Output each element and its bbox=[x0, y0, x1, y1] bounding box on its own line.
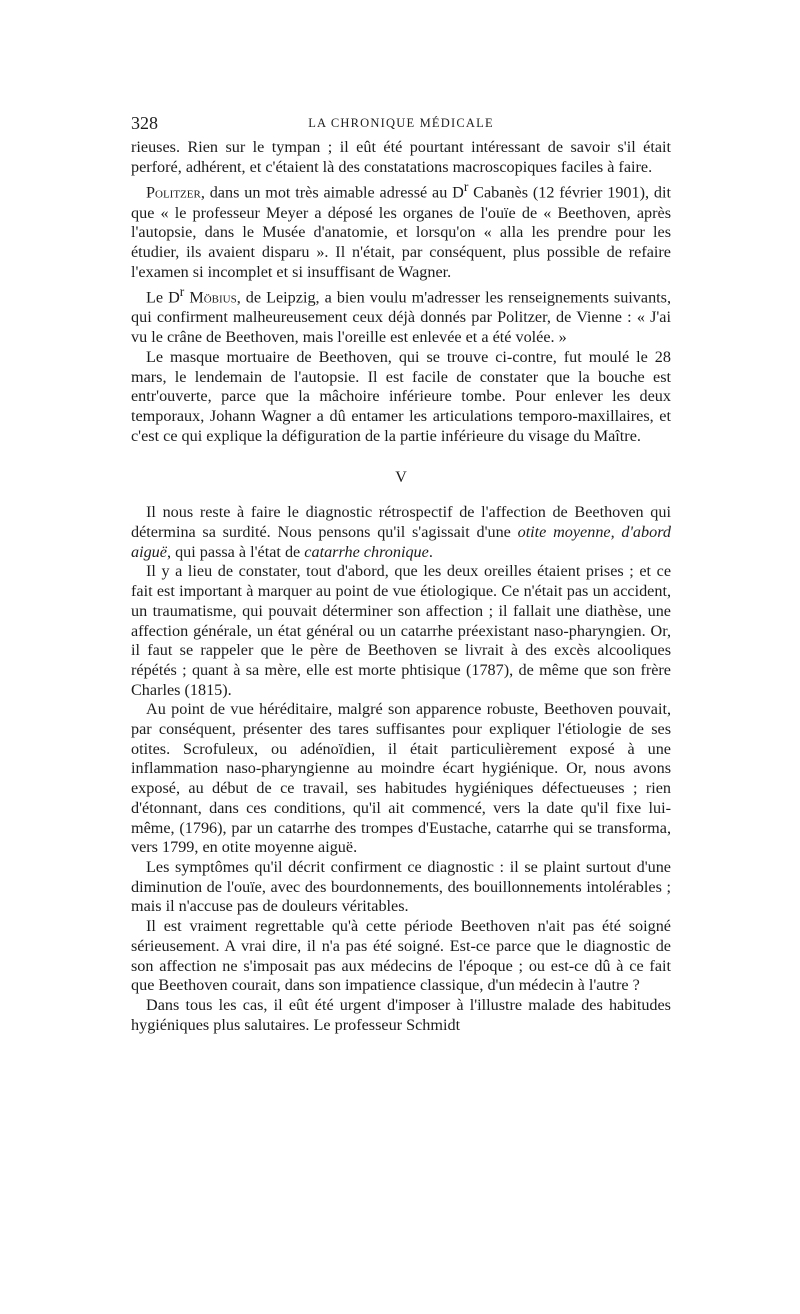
paragraph-politzer: Politzer, dans un mot très aimable adressé au $D^r$ Cabanès (12 février 1901), dit que « le professeur Meyer a déposé les organes de l'ouïe de « Beethoven, après l'autopsie, dans le Musée d'anatomie, et lorsqu'on « alla les prendre pour les étudier, ils avaient disparu ». Il n'était, par conséquent, plus possible de refaire l'examen si incomplet et si insuffisant de Wagner. bbox=[131, 179, 671, 281]
section-heading-v: V bbox=[395, 469, 407, 487]
body-text bbox=[131, 138, 671, 1035]
paragraph-mobius: Le $D^r$ Möbius, de Leipzig, a bien voulu m'adresser les renseignements suivants, qui confirment malheureusement ceux déjà donnés par Politzer, de Vienne : « J'ai vu le crâne de Beethoven, mais l'oreille est enlevée et a été volée. » bbox=[131, 284, 672, 347]
paragraph-symptoms: Les symptômes qu'il décrit confirment ce diagnostic : il se plaint surtout d'une diminution de l'ouïe, avec des bourdonnements, des bouillonnements intolérables ; mais il n'accuse pas de douleurs véritables. bbox=[131, 857, 671, 916]
paragraph-etiology: Il y a lieu de constater, tout d'abord, que les deux oreilles étaient prises ; et ce fait est important à marquer au point de vue étiologique. Ce n'était pas un accident, un traumatisme, qui pouvait déterminer son affection ; il fallait une diathèse, une affection générale, un état général ou un catarrhe préexistant naso-pharyngien. Or, il faut se rappeler que le père de Beethoven se livrait à des excès alcooliques répétés ; quant à sa mère, elle est morte phtisique (1787), de même que son frère Charles (1815). bbox=[131, 562, 671, 699]
paragraph-diagnostic: Il nous reste à faire le diagnostic rétrospectif de l'affection de Beethoven qui détermina sa surdité. Nous pensons qu'il s'agissait d'une otite moyenne, d'abord aiguë, qui passa à l'état de catarrhe chronique. bbox=[131, 503, 671, 561]
italic-term: otite moyenne, d'abord aiguë bbox=[131, 523, 671, 561]
paragraph-hygiene: Dans tous les cas, il eût été urgent d'imposer à l'illustre malade des habitudes hygiéniques plus salutaires. Le professeur Schmidt bbox=[131, 995, 671, 1034]
paragraph-continuation: rieuses. Rien sur le tympan ; il eût été pourtant intéressant de savoir s'il était perforé, adhérent, et c'étaient là des constatations macroscopiques faciles à faire. bbox=[131, 138, 671, 176]
paragraph-death-mask: Le masque mortuaire de Beethoven, qui se trouve ci-contre, fut moulé le 28 mars, le lendemain de l'autopsie. Il est facile de constater que la bouche est entr'ouverte, parce que la mâchoire inférieure tombe. Pour enlever les deux temporaux, Johann Wagner a dû entamer les articulations temporo-maxillaires, et c'est ce qui explique la défiguration de la partie inférieure du visage du Maître. bbox=[131, 347, 671, 445]
book-page bbox=[131, 112, 671, 1035]
paragraph-heredity: Au point de vue héréditaire, malgré son apparence robuste, Beethoven pouvait, par conséquent, présenter des tares suffisantes pour expliquer l'étiologie de ses otites. Scrofuleux, ou adénoïdien, il était particulièrement exposé à une inflammation naso-pharyngienne au moindre écart hygiénique. Or, nous avons exposé, au début de ce travail, ses habitudes hygiéniques défectueuses ; rien d'étonnant, dans ces conditions, qu'il ait commencé, vers la date qu'il fixe lui-même, (1796), par un catarrhe des trompes d'Eustache, catarrhe qui se transforma, vers 1799, en otite moyenne aiguë. bbox=[131, 700, 671, 857]
author-name-politzer: Politzer bbox=[146, 183, 201, 202]
journal-title: LA CHRONIQUE MÉDICALE bbox=[308, 116, 494, 130]
paragraph-treatment: Il est vraiment regrettable qu'à cette période Beethoven n'ait pas été soigné sérieusement. A vrai dire, il n'a pas été soigné. Est-ce parce que le diagnostic de son affection ne s'imposait pas aux médecins de l'époque ; ou est-ce dû à ce fait que Beethoven courait, dans son impatience classique, d'un médecin à l'autre ? bbox=[131, 917, 671, 995]
italic-term: catarrhe chronique bbox=[304, 542, 429, 561]
running-head bbox=[131, 112, 671, 138]
author-name-mobius: Möbius bbox=[184, 288, 237, 307]
page-number: 328 bbox=[131, 113, 158, 133]
